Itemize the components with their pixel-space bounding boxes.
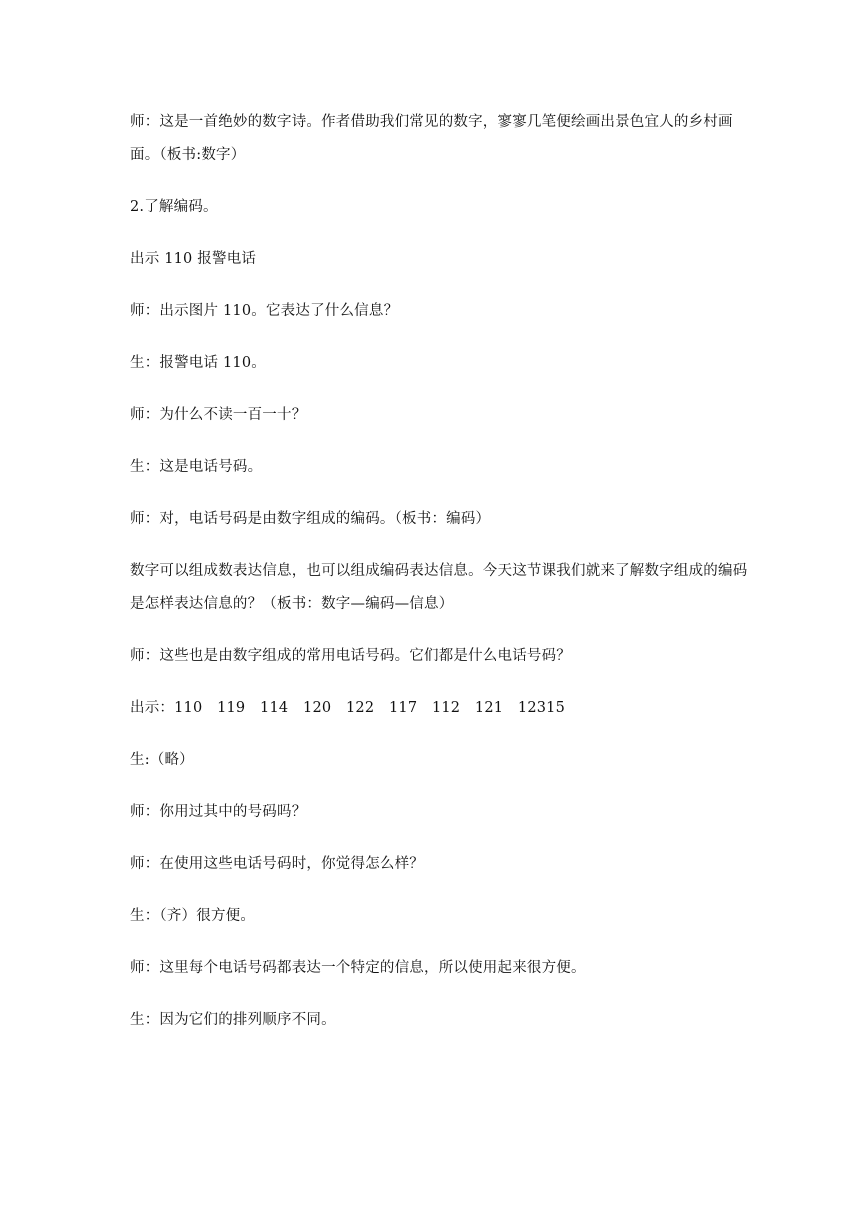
paragraph-student-convenient: 生：（齐）很方便。	[130, 908, 256, 924]
document-body	[130, 106, 750, 1037]
paragraph-student-omitted: 生:（略）	[130, 752, 194, 768]
paragraph-number-list: 出示：110 119 114 120 122 117 112 121 12315	[130, 700, 566, 716]
paragraph-student-order: 生：因为它们的排列顺序不同。	[130, 1012, 336, 1028]
paragraph-section-heading: 2.了解编码。	[130, 199, 218, 215]
paragraph-teacher-how: 师：在使用这些电话号码时，你觉得怎么样？	[130, 856, 424, 872]
paragraph-teacher-common-numbers: 师：这些也是由数字组成的常用电话号码。它们都是什么电话号码？	[130, 648, 571, 664]
paragraph-teacher-specific-info: 师：这里每个电话号码都表达一个特定的信息，所以使用起来很方便。	[130, 960, 586, 976]
paragraph-numbers-info: 数字可以组成数表达信息，也可以组成编码表达信息。今天这节课我们就来了解数字组成的编码是怎样表达信息的？（板书：数字—编码—信息）	[130, 563, 748, 612]
paragraph-teacher-encoding: 师：对，电话号码是由数字组成的编码。（板书：编码）	[130, 511, 491, 527]
paragraph-student-answer-110: 生：报警电话 110。	[130, 355, 266, 371]
paragraph-teacher-why: 师：为什么不读一百一十？	[130, 407, 307, 423]
paragraph-student-phone: 生：这是电话号码。	[130, 459, 263, 475]
paragraph-show-110: 出示 110 报警电话	[130, 251, 257, 267]
paragraph-teacher-number-poem: 师：这是一首绝妙的数字诗。作者借助我们常见的数字，寥寥几笔便绘画出景色宜人的乡村画面。（板书:数字）	[130, 114, 733, 163]
paragraph-teacher-question-110: 师：出示图片 110。它表达了什么信息？	[130, 303, 399, 319]
paragraph-teacher-used: 师：你用过其中的号码吗？	[130, 804, 307, 820]
